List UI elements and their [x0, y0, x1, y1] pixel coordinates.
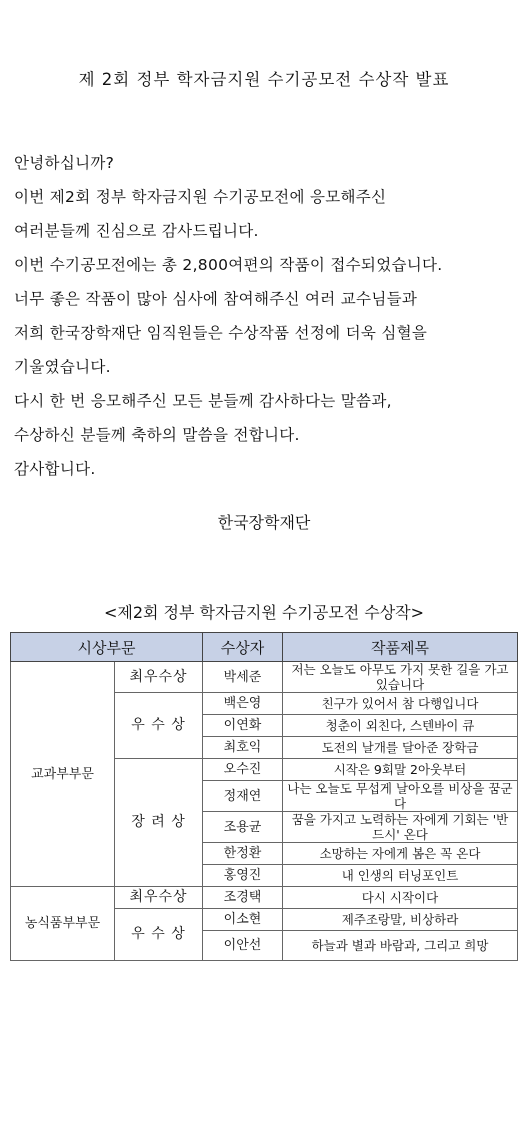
table-title: <제2회 정부 학자금지원 수기공모전 수상작> [103, 603, 425, 622]
body-line: 수상하신 분들께 축하의 말씀을 전합니다. [14, 426, 300, 444]
work-cell: 나는 오늘도 무섭게 날아오를 비상을 꿈군다 [283, 781, 518, 812]
table-row [11, 662, 518, 693]
category-cell: 농식품부부문 [11, 887, 115, 961]
announcement-body [14, 146, 520, 486]
winner-cell: 이소현 [203, 909, 283, 931]
body-line: 안녕하십니까? [14, 154, 115, 172]
winner-cell: 최호익 [203, 737, 283, 759]
winner-cell: 박세준 [203, 662, 283, 693]
table-header-row [11, 633, 518, 662]
award-cell: 장 려 상 [115, 759, 203, 887]
body-line: 다시 한 번 응모해주신 모든 분들께 감사하다는 말씀과, [14, 392, 392, 410]
work-cell: 도전의 날개를 달아준 장학금 [283, 737, 518, 759]
body-line: 이번 제2회 정부 학자금지원 수기공모전에 응모해주신 [14, 188, 387, 206]
winner-cell: 이연화 [203, 715, 283, 737]
award-cell: 우 수 상 [115, 909, 203, 961]
header-work: 작품제목 [283, 633, 518, 662]
header-category: 시상부문 [11, 633, 203, 662]
table-row [11, 887, 518, 909]
winner-cell: 조용균 [203, 812, 283, 843]
work-cell: 하늘과 별과 바람과, 그리고 희망 [283, 931, 518, 961]
winner-cell: 이안선 [203, 931, 283, 961]
award-cell: 최우수상 [115, 662, 203, 693]
category-cell: 교과부부문 [11, 662, 115, 887]
work-cell: 시작은 9회말 2아웃부터 [283, 759, 518, 781]
body-line: 기울였습니다. [14, 358, 111, 376]
winner-cell: 백은영 [203, 693, 283, 715]
work-cell: 다시 시작이다 [283, 887, 518, 909]
signature: 한국장학재단 [217, 513, 311, 532]
work-cell: 내 인생의 터닝포인트 [283, 865, 518, 887]
body-line: 이번 수기공모전에는 총 2,800여편의 작품이 접수되었습니다. [14, 256, 443, 274]
body-line: 너무 좋은 작품이 많아 심사에 참여해주신 여러 교수님들과 [14, 290, 418, 308]
winner-cell: 조경택 [203, 887, 283, 909]
awards-table [10, 632, 518, 961]
winner-cell: 홍영진 [203, 865, 283, 887]
body-line: 감사합니다. [14, 460, 96, 478]
work-cell: 청춘이 외친다, 스텐바이 큐 [283, 715, 518, 737]
page-title: 제 2회 정부 학자금지원 수기공모전 수상작 발표 [78, 70, 450, 89]
work-cell: 꿈을 가지고 노력하는 자에게 기회는 '반드시' 온다 [283, 812, 518, 843]
work-cell: 소망하는 자에게 봄은 꼭 온다 [283, 843, 518, 865]
work-cell: 제주조랑말, 비상하라 [283, 909, 518, 931]
award-cell: 최우수상 [115, 887, 203, 909]
winner-cell: 정재연 [203, 781, 283, 812]
winner-cell: 오수진 [203, 759, 283, 781]
work-cell: 친구가 있어서 참 다행입니다 [283, 693, 518, 715]
award-cell: 우 수 상 [115, 693, 203, 759]
header-winner: 수상자 [203, 633, 283, 662]
body-line: 여러분들께 진심으로 감사드립니다. [14, 222, 259, 240]
work-cell: 저는 오늘도 아무도 가지 못한 길을 가고 있습니다 [283, 662, 518, 693]
body-line: 저희 한국장학재단 임직원들은 수상작품 선정에 더욱 심혈을 [14, 324, 428, 342]
winner-cell: 한정환 [203, 843, 283, 865]
